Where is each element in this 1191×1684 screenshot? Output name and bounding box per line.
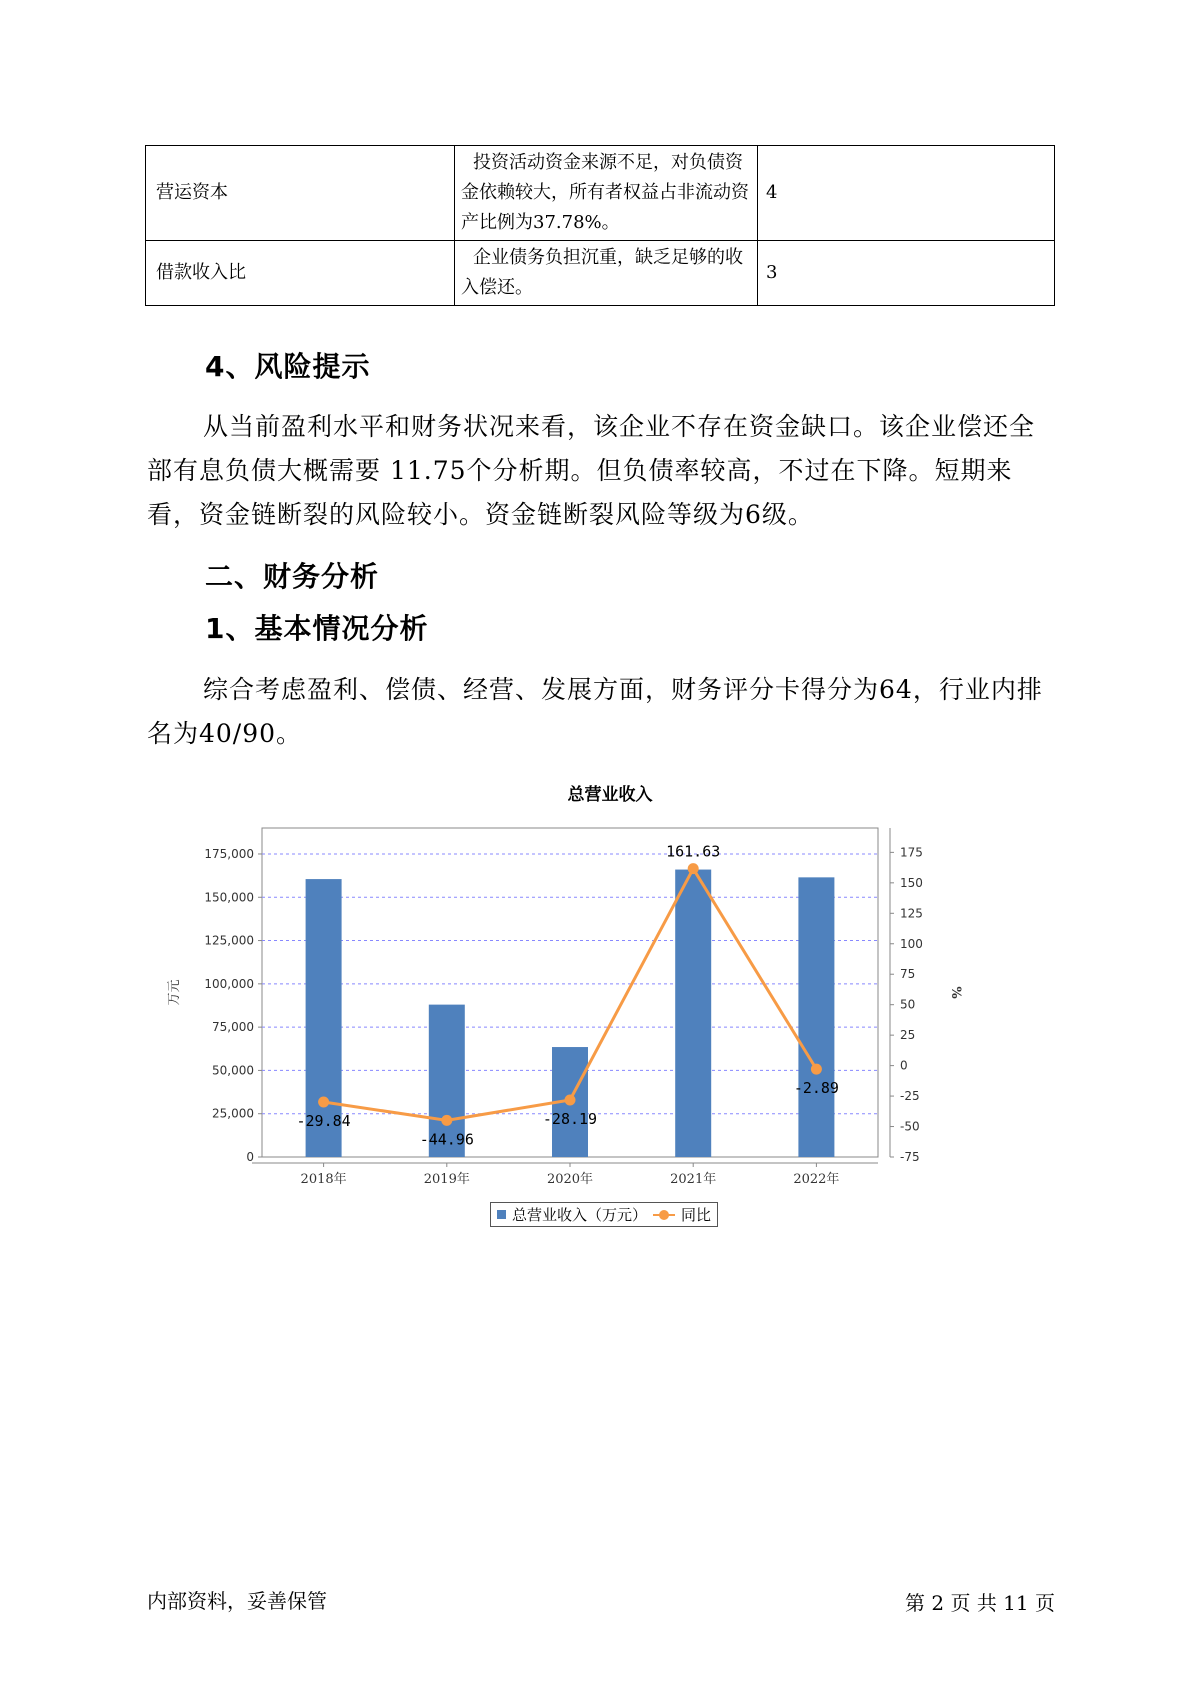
y-axis-title: 万元	[167, 979, 182, 1006]
y-right-tick-label: 100	[900, 936, 923, 951]
indicator-table	[145, 145, 1055, 306]
table-cell-score: 4	[758, 146, 1055, 241]
section-heading-basic: 1、基本情况分析	[205, 612, 429, 645]
bar	[798, 877, 834, 1157]
y-right-tick-label: 150	[900, 875, 923, 890]
y-tick-label: 25,000	[212, 1106, 254, 1121]
x-tick-label: 2022年	[793, 1172, 840, 1187]
x-tick-label: 2020年	[546, 1172, 594, 1187]
table-row	[146, 146, 1055, 241]
y-right-tick-label: 175	[900, 845, 923, 860]
line-data-label: -44.96	[419, 1130, 474, 1149]
chart-title: 总营业收入	[567, 785, 653, 805]
x-tick-label: 2019年	[423, 1172, 470, 1187]
table-row	[146, 241, 1055, 306]
chart-plot	[167, 780, 1050, 1200]
y-right-tick-label: 75	[900, 967, 916, 982]
y-right-tick-label: 50	[900, 997, 916, 1012]
basic-paragraph: 综合考虑盈利、偿债、经营、发展方面，财务评分卡得分为64，行业内排名为40/90。	[147, 675, 1043, 748]
line-point	[318, 1096, 329, 1107]
revenue-chart	[167, 780, 1050, 1240]
y-tick-label: 50,000	[212, 1063, 254, 1078]
line-point	[688, 863, 699, 874]
line-data-label: -28.19	[542, 1109, 598, 1128]
chart-legend	[490, 1202, 718, 1227]
y-right-tick-label: 0	[900, 1058, 908, 1073]
line-data-label: -2.89	[793, 1079, 839, 1098]
y-right-tick-label: 125	[900, 906, 923, 921]
section-heading-financial: 二、财务分析	[205, 560, 380, 593]
table-cell-desc: 企业债务负担沉重，缺乏足够的收入偿还。	[455, 241, 758, 306]
footer-page-number: 第 2 页 共 11 页	[905, 1591, 1055, 1615]
table-cell-score: 3	[758, 241, 1055, 306]
x-tick-label: 2018年	[300, 1172, 347, 1187]
x-tick-label: 2021年	[670, 1172, 717, 1187]
legend-bar-swatch	[497, 1210, 506, 1219]
y-tick-label: 175,000	[204, 846, 254, 861]
y-tick-label: 0	[246, 1150, 254, 1164]
table-cell-desc: 投资活动资金来源不足，对负债资金依赖较大，所有者权益占非流动资产比例为37.78%。	[455, 146, 758, 241]
legend-bar-label: 总营业收入（万元）	[512, 1206, 648, 1224]
legend-line-swatch	[653, 1210, 675, 1220]
footer-confidential: 内部资料，妥善保管	[147, 1589, 327, 1613]
line-point	[441, 1115, 452, 1126]
y-right-tick-label: 25	[900, 1028, 916, 1043]
bar	[675, 870, 711, 1157]
table-cell-item: 营运资本	[146, 146, 455, 241]
line-data-label: -29.84	[296, 1111, 351, 1130]
section-heading-risk: 4、风险提示	[205, 350, 371, 383]
y-tick-label: 75,000	[212, 1020, 254, 1035]
y-right-tick-label: -50	[900, 1119, 920, 1134]
y-right-tick-label: -25	[900, 1089, 920, 1104]
line-point	[565, 1094, 576, 1105]
y-tick-label: 125,000	[204, 933, 254, 948]
y-tick-label: 100,000	[204, 976, 254, 991]
y-right-tick-label: -75	[900, 1150, 920, 1164]
line-point	[811, 1064, 822, 1075]
y-tick-label: 150,000	[204, 890, 254, 905]
legend-line-label: 同比	[681, 1206, 712, 1224]
risk-paragraph: 从当前盈利水平和财务状况来看，该企业不存在资金缺口。该企业偿还全部有息负债大概需要 11.75个分析期。但负债率较高，不过在下降。短期来看，资金链断裂的风险较小。资金链断裂风险等级为6级。	[147, 412, 1036, 529]
line-data-label: 161.63	[666, 842, 721, 861]
table-cell-item: 借款收入比	[146, 241, 455, 306]
y-right-axis-title: %	[948, 986, 963, 999]
